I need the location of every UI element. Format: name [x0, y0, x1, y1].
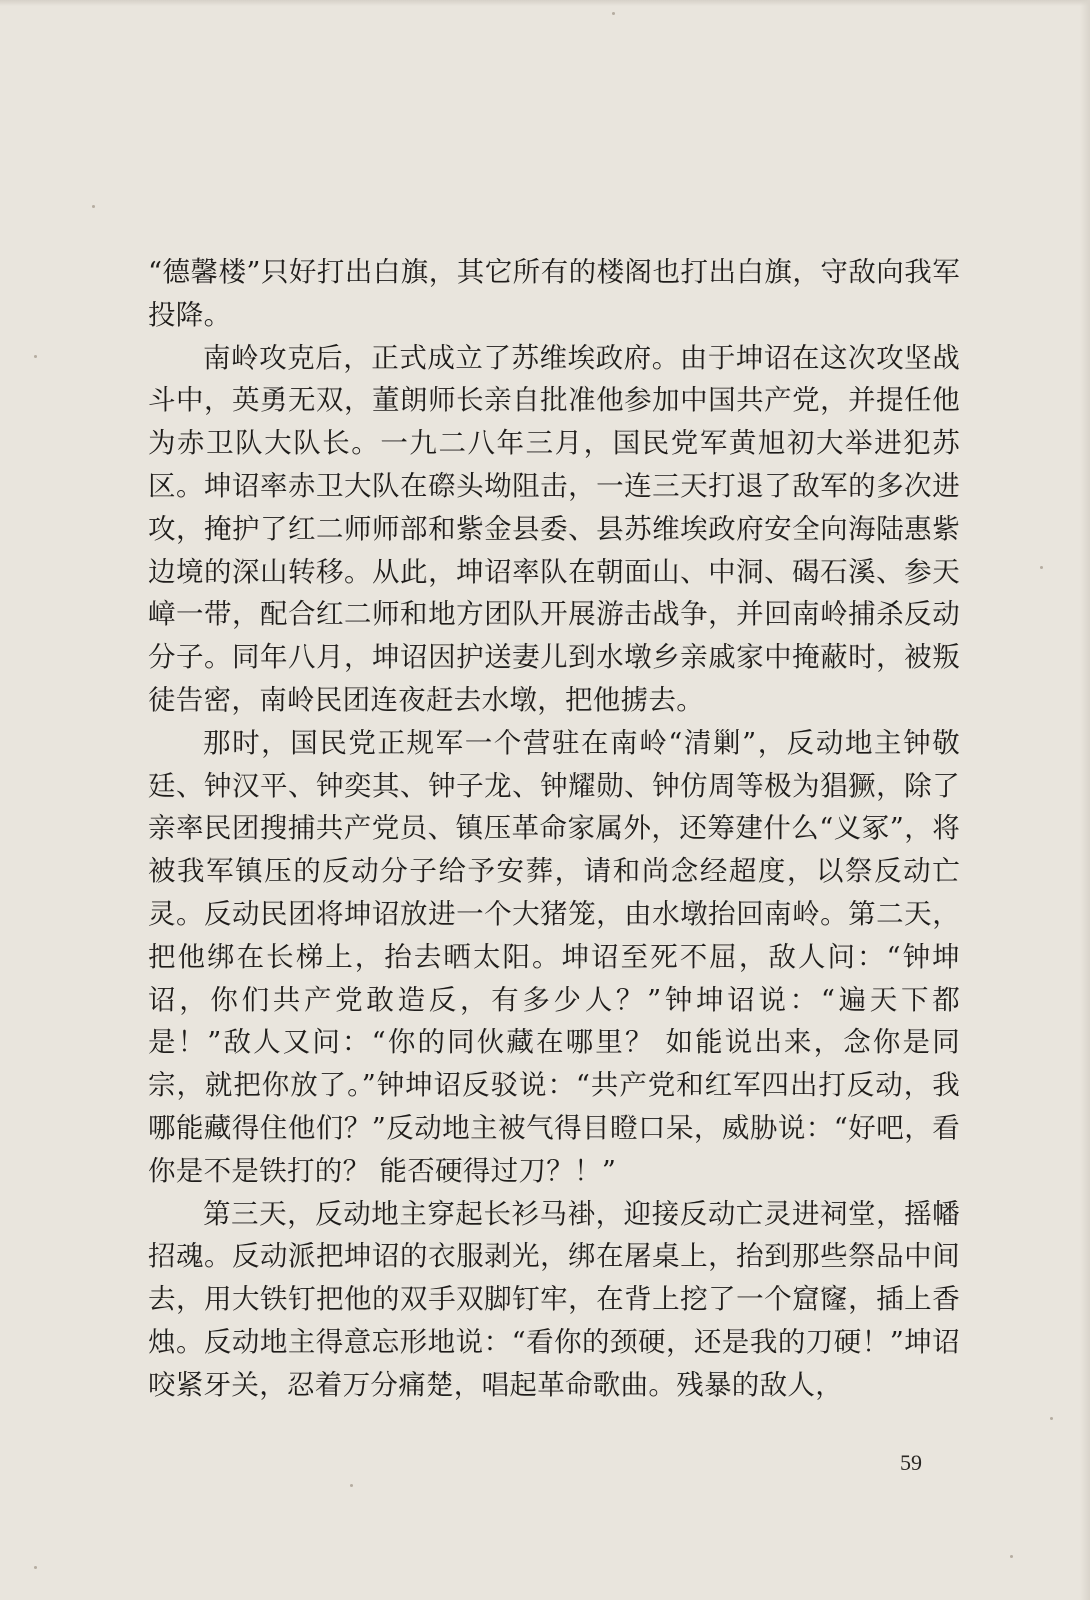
- body-text: [148, 251, 960, 1407]
- page-number: 59: [900, 1450, 922, 1475]
- paragraph-third-day: 第三天，反动地主穿起长衫马褂，迎接反动亡灵进祠堂，摇幡招魂。反动派把坤诏的衣服剥光，绑在屠桌上，抬到那些祭品中间去，用大铁钉把他的双手双脚钉牢，在背上挖了一个窟窿，插上香烛。反动地主得意忘形地说：“看你的颈硬，还是我的刀硬！”坤诏咬紧牙关，忍着万分痛楚，唱起革命歌曲。残暴的敌人，: [148, 1197, 960, 1401]
- paper-fleck: [350, 1484, 353, 1487]
- paper-fleck: [34, 1566, 37, 1569]
- page-right-edge: [1080, 0, 1090, 1600]
- paper-fleck: [1050, 1417, 1053, 1420]
- paragraph-capture-interrogation: 那时，国民党正规军一个营驻在南岭“清剿”，反动地主钟敬廷、钟汉平、钟奕其、钟子龙、钟耀勋、钟仿周等极为猖獗，除了亲率民团搜捕共产党员、镇压革命家属外，还筹建什么“义冢”，将被我军镇压的反动分子给予安葬，请和尚念经超度，以祭反动亡灵。反动民团将坤诏放进一个大猪笼，由水墩抬回南岭。第二天，把他绑在长梯上，抬去晒太阳。坤诏至死不屈，敌人问：“钟坤诏，你们共产党敢造反，有多少人？”钟坤诏说：“遍天下都是！”敌人又问：“你的同伙藏在哪里？ 如能说出来，念你是同宗，就把你放了。”钟坤诏反驳说：“共产党和红军四出打反动，我哪能藏得住他们？”反动地主被气得目瞪口呆，威胁说：“好吧，看你是不是铁打的？ 能否硬得过刀？！”: [148, 726, 960, 1187]
- paragraph-surrender: “德馨楼”只好打出白旗，其它所有的楼阁也打出白旗，守敌向我军投降。: [148, 256, 960, 331]
- paper-fleck: [1040, 566, 1043, 569]
- page-top-edge: [0, 0, 1090, 6]
- paper-fleck: [1010, 1555, 1013, 1558]
- paper-fleck: [612, 12, 615, 15]
- paragraph-soviet-government: 南岭攻克后，正式成立了苏维埃政府。由于坤诏在这次攻坚战斗中，英勇无双，董朗师长亲自批准他参加中国共产党，并提任他为赤卫队大队长。一九二八年三月，国民党军黄旭初大举进犯苏区。坤诏率赤卫大队在磜头坳阻击，一连三天打退了敌军的多次进攻，掩护了红二师师部和紫金县委、县苏维埃政府安全向海陆惠紫边境的深山转移。从此，坤诏率队在朝面山、中洞、碣石溪、参天嶂一带，配合红二师和地方团队开展游击战争，并回南岭捕杀反动分子。同年八月，坤诏因护送妻儿到水墩乡亲戚家中掩蔽时，被叛徒告密，南岭民团连夜赶去水墩，把他掳去。: [148, 341, 960, 716]
- paper-fleck: [34, 355, 37, 358]
- paper-fleck: [92, 205, 95, 208]
